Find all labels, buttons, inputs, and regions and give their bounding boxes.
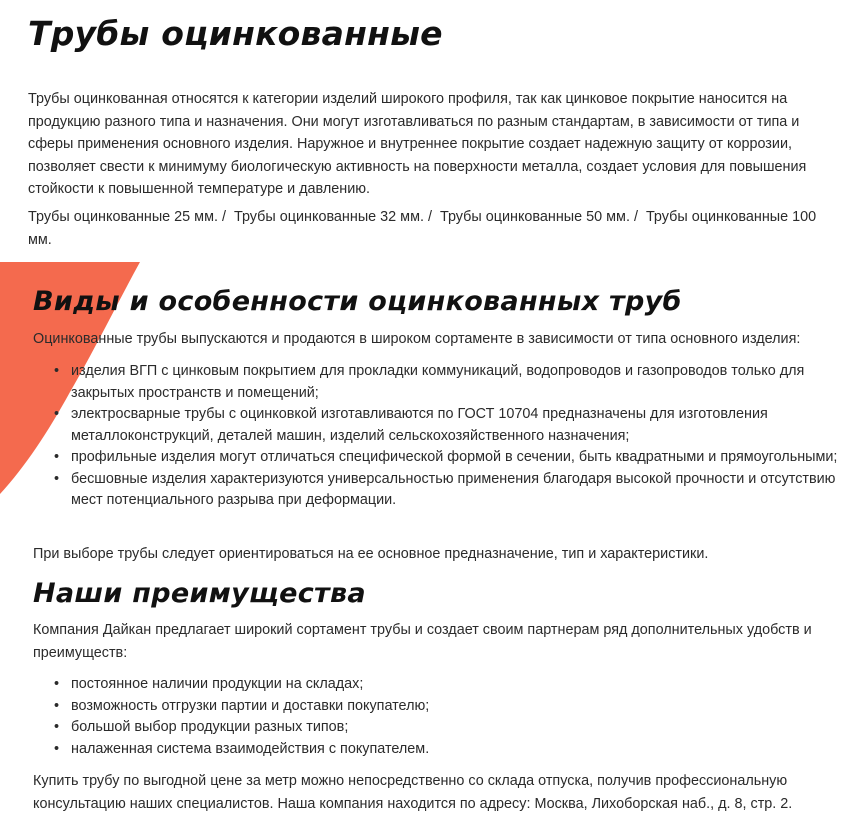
link-pipe-100mm[interactable]: Трубы оцинкованные 100 мм. — [28, 209, 817, 248]
types-list — [33, 361, 843, 512]
list-item: • электросварные трубы с оцинковкой изготавливаются по ГОСТ 10704 предназначены для изготовления металлоконструкций, деталей машин, изделий сельскохозяйственного назначения; — [33, 404, 843, 447]
size-links — [28, 206, 840, 251]
link-pipe-50mm[interactable]: Трубы оцинкованные 50 мм. — [439, 209, 630, 225]
section-heading-advantages: Наши преимущества — [33, 578, 366, 609]
link-separator: / — [221, 209, 226, 225]
advantages-lead-paragraph: Компания Дайкан предлагает широкий сортамент трубы и создает своим партнерам ряд дополнительных удобств и преимуществ: — [33, 622, 812, 661]
page-title: Трубы оцинкованные — [28, 14, 443, 53]
list-item: • профильные изделия могут отличаться специфической формой в сечении, быть квадратными и прямоугольными; — [33, 447, 843, 469]
section-heading-types: Виды и особенности оцинкованных труб — [33, 286, 682, 317]
list-item: • бесшовные изделия характеризуются универсальностью применения благодаря высокой прочности и отсутствию мест потенциального разрыва при деформации. — [33, 469, 843, 512]
link-separator: / — [427, 209, 432, 225]
list-item: • большой выбор продукции разных типов; — [33, 717, 843, 739]
link-pipe-25mm[interactable]: Трубы оцинкованные 25 мм. — [28, 209, 218, 225]
intro-paragraph: Трубы оцинкованная относятся к категории изделий широкого профиля, так как цинковое покрытие наносится на продукцию разного типа и назначения. Они могут изготавливаться по разным стандартам, в зависимости от типа и сферы применения основного изделия. Наружное и внутреннее покрытие создает надежную защиту от коррозии, позволяет свести к минимуму биологическую активность на поверхности металла, создает условия для повышения стойкости к повышенной температуре и давлению. — [28, 91, 807, 197]
types-lead-paragraph: Оцинкованные трубы выпускаются и продаются в широком сортаменте в зависимости от типа основного изделия: — [33, 331, 801, 347]
list-item: • изделия ВГП с цинковым покрытием для прокладки коммуникаций, водопроводов и газопроводов только для закрытых пространств и помещений; — [33, 361, 843, 404]
list-item: • налаженная система взаимодействия с покупателем. — [33, 739, 843, 761]
types-closing-paragraph: При выборе трубы следует ориентироваться на ее основное предназначение, тип и характеристики. — [33, 546, 709, 562]
list-item: • возможность отгрузки партии и доставки покупателю; — [33, 696, 843, 718]
link-pipe-32mm[interactable]: Трубы оцинкованные 32 мм. — [233, 209, 424, 225]
list-item: • постоянное наличии продукции на складах; — [33, 674, 843, 696]
advantages-list — [33, 674, 843, 760]
link-separator: / — [633, 209, 638, 225]
buy-paragraph: Купить трубу по выгодной цене за метр можно непосредственно со склада отпуска, получив профессиональную консультацию наших специалистов. Наша компания находится по адресу: Москва, Лихоборская наб., д. 8, стр. 2. — [33, 773, 793, 812]
